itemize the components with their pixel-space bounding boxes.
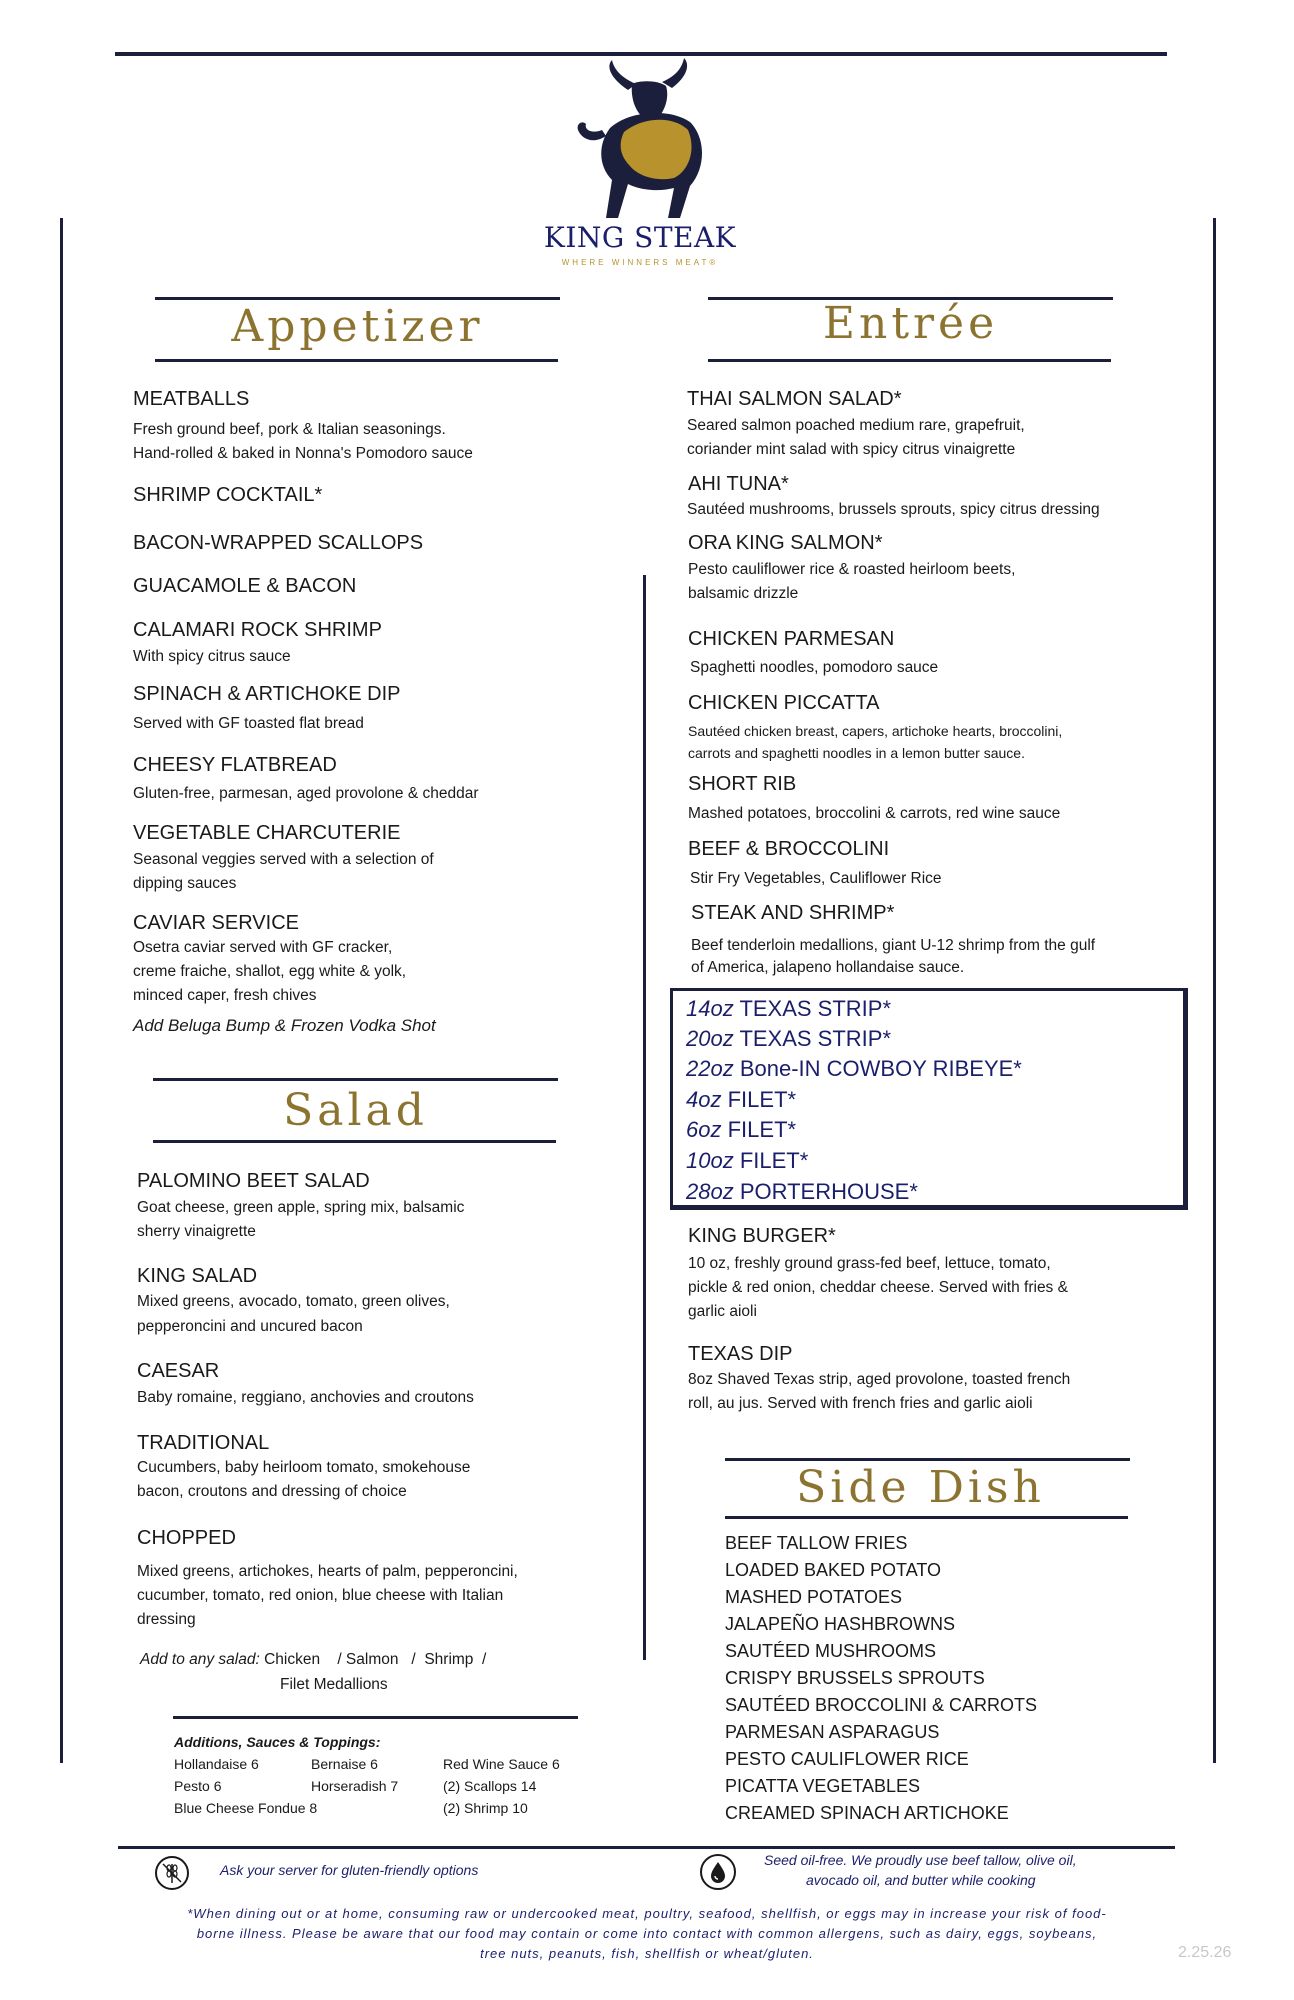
additions-item: Pesto 6	[174, 1778, 222, 1794]
appetizer-desc: Osetra caviar served with GF cracker,	[133, 939, 393, 956]
bull-logo-icon	[540, 58, 740, 228]
entree-ahi-tuna: AHI TUNA*	[688, 473, 789, 495]
entree-short-rib: SHORT RIB	[688, 773, 797, 795]
entree-desc: Stir Fry Vegetables, Cauliflower Rice	[690, 870, 942, 887]
salad-addon-label: Add to any salad:	[140, 1651, 260, 1668]
footer-divider	[118, 1846, 1175, 1849]
salad-desc: dressing	[137, 1611, 196, 1628]
steak-size: 20oz	[686, 1026, 734, 1051]
appetizer-desc: creme fraiche, shallot, egg white & yolk,	[133, 963, 407, 980]
steak-item	[686, 1117, 796, 1143]
side-item: SAUTÉED BROCCOLINI & CARROTS	[725, 1695, 1038, 1715]
steak-item	[686, 1179, 918, 1205]
appetizer-guacamole: GUACAMOLE & BACON	[133, 575, 357, 597]
steak-name: TEXAS STRIP*	[739, 996, 892, 1021]
appetizer-desc: Fresh ground beef, pork & Italian seasonings.	[133, 421, 446, 438]
entree-desc: of America, jalapeno hollandaise sauce.	[691, 959, 965, 976]
brand-tagline: WHERE WINNERS MEAT®	[561, 258, 719, 267]
steak-size: 22oz	[686, 1056, 734, 1081]
entree-texas-dip: TEXAS DIP	[688, 1343, 793, 1365]
entree-desc: carrots and spaghetti noodles in a lemon butter sauce.	[688, 745, 1025, 761]
salad-bottom-rule	[153, 1140, 556, 1143]
salad-caesar: CAESAR	[137, 1360, 220, 1382]
entree-desc: balsamic drizzle	[688, 585, 799, 602]
disclaimer-line-2: borne illness. Please be aware that our food may contain or come into contact with common allergens, such as dairy, eggs, soybeans,	[196, 1926, 1098, 1941]
salad-desc: Goat cheese, green apple, spring mix, balsamic	[137, 1199, 465, 1216]
logo	[540, 58, 740, 278]
steak-name: FILET*	[727, 1117, 797, 1142]
appetizer-title: Appetizer	[231, 301, 484, 352]
right-border	[1213, 218, 1216, 1763]
steak-name: FILET*	[739, 1148, 809, 1173]
steak-item	[686, 1148, 808, 1174]
appetizer-flatbread: CHEESY FLATBREAD	[133, 754, 337, 776]
salad-title: Salad	[283, 1085, 428, 1136]
additions-item: Blue Cheese Fondue 8	[174, 1800, 318, 1816]
entree-desc: Mashed potatoes, broccolini & carrots, red wine sauce	[688, 805, 1061, 822]
appetizer-desc: Hand-rolled & baked in Nonna's Pomodoro sauce	[133, 445, 473, 462]
steak-item	[686, 1087, 796, 1113]
salad-palomino-beet: PALOMINO BEET SALAD	[137, 1170, 370, 1192]
entree-chicken-parmesan: CHICKEN PARMESAN	[688, 628, 895, 650]
salad-chopped: CHOPPED	[137, 1527, 236, 1549]
salad-addon-options: Chicken / Salmon / Shrimp /	[264, 1651, 487, 1668]
additions-item: (2) Scallops 14	[443, 1778, 537, 1794]
entree-desc: roll, au jus. Served with french fries and garlic aioli	[688, 1395, 1033, 1412]
steak-name: Bone-IN COWBOY RIBEYE*	[739, 1056, 1022, 1081]
entree-desc: Beef tenderloin medallions, giant U-12 shrimp from the gulf	[691, 937, 1096, 954]
salad-king: KING SALAD	[137, 1265, 258, 1287]
salad-desc: Baby romaine, reggiano, anchovies and croutons	[137, 1389, 474, 1406]
oil-drop-icon	[700, 1854, 736, 1890]
side-dish-title: Side Dish	[796, 1462, 1045, 1513]
oil-note-2: avocado oil, and butter while cooking	[806, 1872, 1036, 1888]
side-item: JALAPEÑO HASHBROWNS	[725, 1614, 956, 1634]
entree-desc: Sautéed chicken breast, capers, artichoke hearts, broccolini,	[688, 723, 1063, 739]
additions-item: Hollandaise 6	[174, 1756, 259, 1772]
appetizer-desc: Gluten-free, parmesan, aged provolone & cheddar	[133, 785, 479, 802]
additions-rule	[173, 1716, 578, 1719]
salad-desc: bacon, croutons and dressing of choice	[137, 1483, 407, 1500]
steak-size: 28oz	[686, 1179, 734, 1204]
entree-desc: garlic aioli	[688, 1303, 757, 1320]
entree-desc: coriander mint salad with spicy citrus vinaigrette	[687, 441, 1016, 458]
entree-desc: Pesto cauliflower rice & roasted heirloom beets,	[688, 561, 1016, 578]
steak-size: 4oz	[686, 1087, 722, 1112]
oil-note-1: Seed oil-free. We proudly use beef tallow, olive oil,	[764, 1852, 1077, 1868]
steak-item	[686, 1056, 1022, 1082]
steak-item	[686, 1026, 891, 1052]
side-item: BEEF TALLOW FRIES	[725, 1533, 908, 1553]
appetizer-desc: With spicy citrus sauce	[133, 648, 291, 665]
salad-top-rule	[153, 1078, 558, 1081]
steak-name: PORTERHOUSE*	[739, 1179, 918, 1204]
additions-item: Red Wine Sauce 6	[443, 1756, 560, 1772]
entree-thai-salmon: THAI SALMON SALAD*	[687, 388, 902, 410]
left-border	[60, 218, 63, 1763]
appetizer-meatballs: MEATBALLS	[133, 388, 250, 410]
side-item: MASHED POTATOES	[725, 1587, 903, 1607]
entree-desc: pickle & red onion, cheddar cheese. Served with fries &	[688, 1279, 1068, 1296]
entree-desc: Sautéed mushrooms, brussels sprouts, spicy citrus dressing	[687, 501, 1100, 518]
side-item: CREAMED SPINACH ARTICHOKE	[725, 1803, 1009, 1823]
appetizer-desc: Served with GF toasted flat bread	[133, 715, 364, 732]
salad-traditional: TRADITIONAL	[137, 1432, 270, 1454]
entree-title: Entrée	[822, 298, 999, 349]
additions-item: Bernaise 6	[311, 1756, 378, 1772]
entree-desc: 10 oz, freshly ground grass-fed beef, lettuce, tomato,	[688, 1255, 1051, 1272]
side-item: CRISPY BRUSSELS SPROUTS	[725, 1668, 985, 1688]
steak-name: TEXAS STRIP*	[739, 1026, 892, 1051]
steak-name: FILET*	[727, 1087, 797, 1112]
appetizer-veg-charcuterie: VEGETABLE CHARCUTERIE	[133, 822, 401, 844]
gluten-note: Ask your server for gluten-friendly options	[220, 1862, 479, 1878]
entree-desc: Spaghetti noodles, pomodoro sauce	[690, 659, 939, 676]
entree-desc: Seared salmon poached medium rare, grapefruit,	[687, 417, 1025, 434]
entree-beef-broccolini: BEEF & BROCCOLINI	[688, 838, 890, 860]
salad-desc: pepperoncini and uncured bacon	[137, 1318, 363, 1335]
wheat-icon	[155, 1856, 189, 1890]
brand-name: KING STEAK	[543, 221, 737, 254]
top-divider	[115, 52, 1167, 56]
side-item: SAUTÉED MUSHROOMS	[725, 1641, 937, 1661]
side-bottom-rule	[725, 1516, 1128, 1519]
entree-steak-shrimp: STEAK AND SHRIMP*	[691, 902, 895, 924]
salad-desc: sherry vinaigrette	[137, 1223, 256, 1240]
side-item: LOADED BAKED POTATO	[725, 1560, 942, 1580]
entree-chicken-piccatta: CHICKEN PICCATTA	[688, 692, 880, 714]
salad-desc: Mixed greens, avocado, tomato, green olives,	[137, 1293, 450, 1310]
side-top-rule	[725, 1458, 1130, 1461]
appetizer-spinach-dip: SPINACH & ARTICHOKE DIP	[133, 683, 401, 705]
entree-king-burger: KING BURGER*	[688, 1225, 836, 1247]
salad-addon	[140, 1648, 486, 1672]
salad-addon-line2: Filet Medallions	[280, 1676, 388, 1693]
disclaimer-line-1: *When dining out or at home, consuming raw or undercooked meat, poultry, seafood, shellfish, or eggs may in increase your risk of food-	[187, 1906, 1107, 1921]
steak-size: 10oz	[686, 1148, 734, 1173]
additions-title: Additions, Sauces & Toppings:	[174, 1734, 381, 1750]
appetizer-desc: dipping sauces	[133, 875, 237, 892]
entree-ora-king-salmon: ORA KING SALMON*	[688, 532, 883, 554]
entree-desc: 8oz Shaved Texas strip, aged provolone, toasted french	[688, 1371, 1071, 1388]
side-item: PARMESAN ASPARAGUS	[725, 1722, 940, 1742]
steak-size: 14oz	[686, 996, 734, 1021]
center-divider	[643, 575, 646, 1660]
appetizer-shrimp-cocktail: SHRIMP COCKTAIL*	[133, 484, 323, 506]
salad-desc: Cucumbers, baby heirloom tomato, smokehouse	[137, 1459, 471, 1476]
appetizer-desc: Seasonal veggies served with a selection of	[133, 851, 434, 868]
appetizer-bacon-scallops: BACON-WRAPPED SCALLOPS	[133, 532, 424, 554]
appetizer-desc: minced caper, fresh chives	[133, 987, 317, 1004]
appetizer-bottom-rule	[155, 359, 558, 362]
caviar-addon: Add Beluga Bump & Frozen Vodka Shot	[133, 1016, 436, 1035]
appetizer-caviar: CAVIAR SERVICE	[133, 912, 299, 934]
disclaimer-line-3: tree nuts, peanuts, fish, shellfish or wheat/gluten.	[480, 1946, 814, 1961]
salad-desc: cucumber, tomato, red onion, blue cheese with Italian	[137, 1587, 504, 1604]
side-item: PESTO CAULIFLOWER RICE	[725, 1749, 969, 1769]
appetizer-top-rule	[155, 297, 560, 300]
steak-size: 6oz	[686, 1117, 722, 1142]
side-item: PICATTA VEGETABLES	[725, 1776, 921, 1796]
steak-item	[686, 996, 891, 1022]
salad-desc: Mixed greens, artichokes, hearts of palm, pepperoncini,	[137, 1563, 518, 1580]
additions-item: Horseradish 7	[311, 1778, 399, 1794]
menu-date: 2.25.26	[1178, 1944, 1232, 1961]
additions-item: (2) Shrimp 10	[443, 1800, 528, 1816]
appetizer-calamari: CALAMARI ROCK SHRIMP	[133, 619, 382, 641]
entree-bottom-rule	[708, 359, 1111, 362]
